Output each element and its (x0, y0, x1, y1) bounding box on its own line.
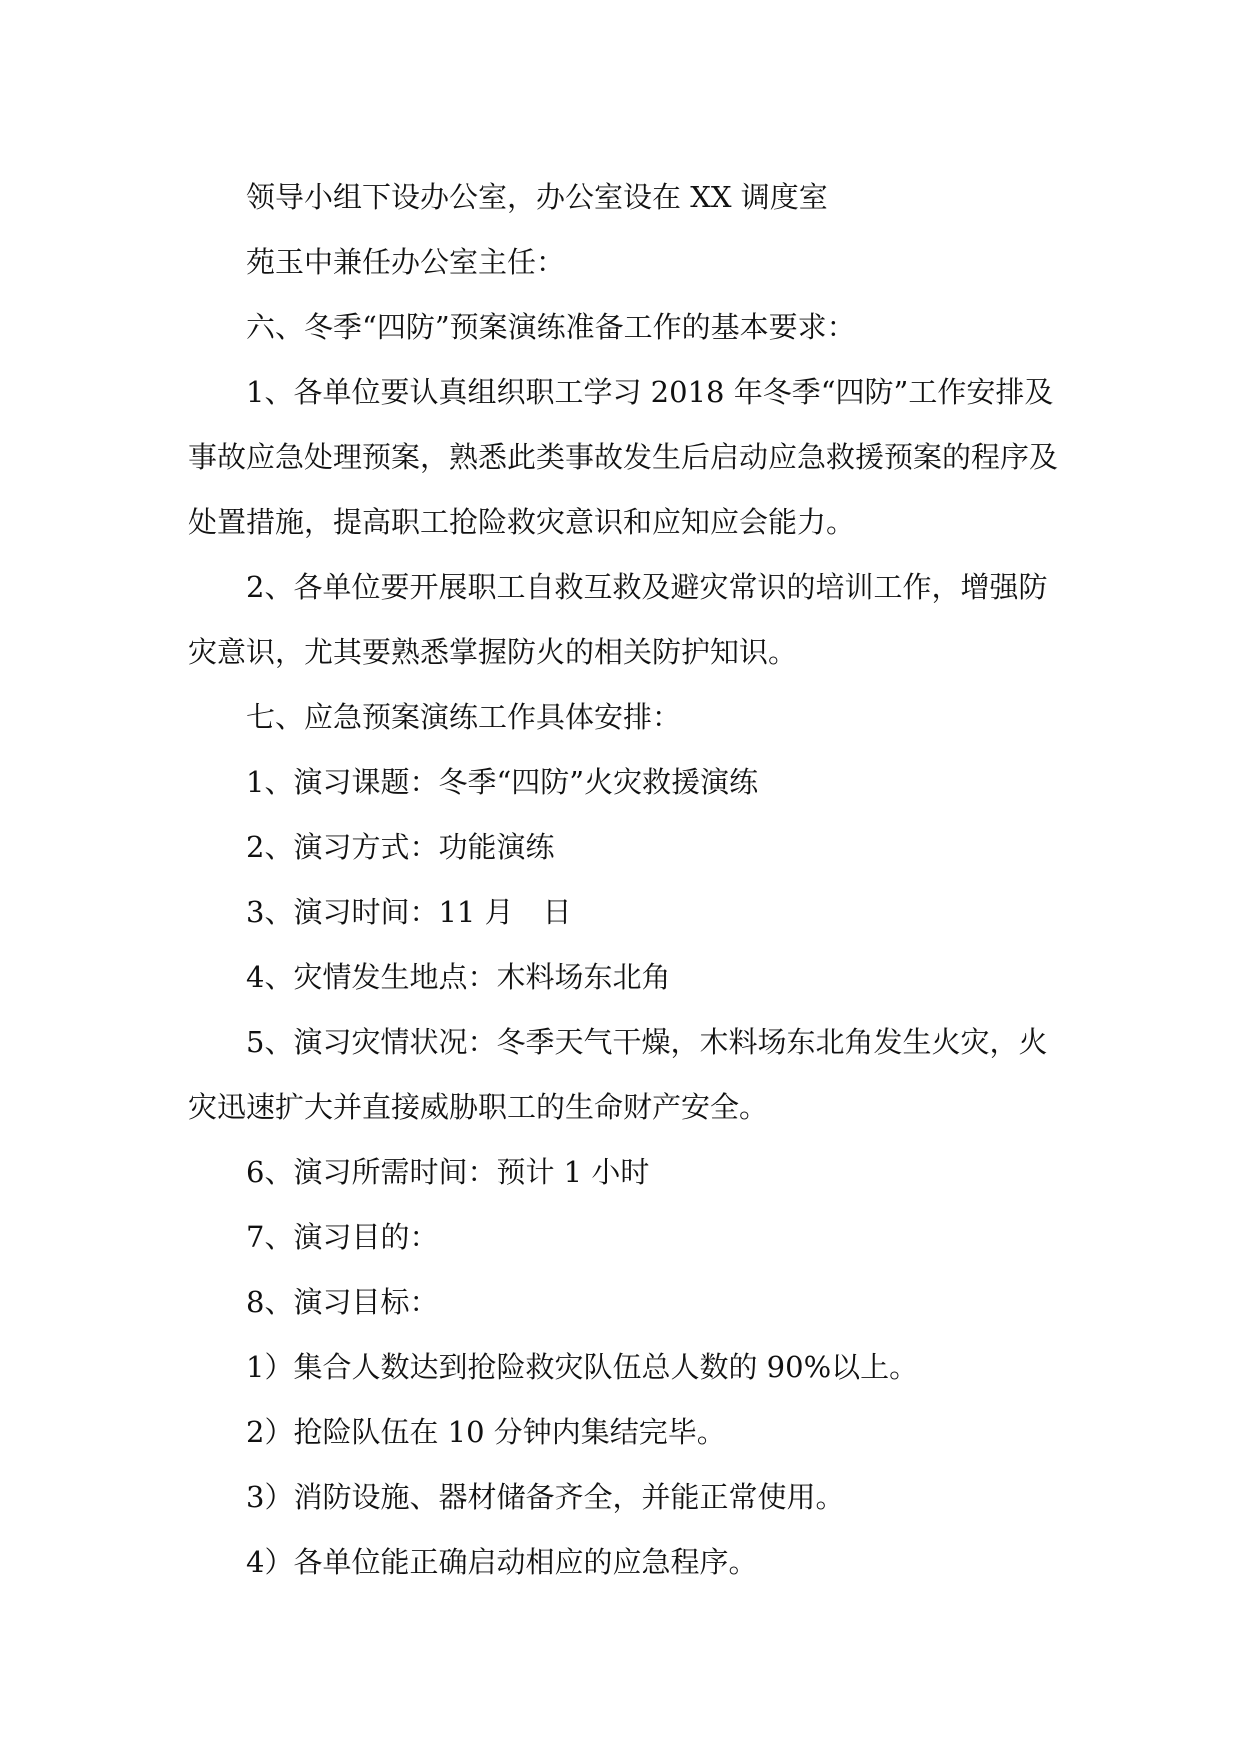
paragraph-drill-topic: 1、演习课题：冬季“四防”火灾救援演练 (246, 765, 759, 799)
paragraph-office-setup: 领导小组下设办公室，办公室设在 XX 调度室 (246, 180, 828, 214)
paragraph-drill-goals: 8、演习目标： (246, 1285, 439, 1319)
paragraph-goal-2: 2）抢险队伍在 10 分钟内集结完毕。 (246, 1415, 726, 1449)
paragraph-goal-1: 1）集合人数达到抢险救灾队伍总人数的 90%以上。 (246, 1350, 919, 1384)
heading-section-six: 六、冬季“四防”预案演练准备工作的基本要求： (246, 310, 856, 344)
heading-section-seven: 七、应急预案演练工作具体安排： (246, 700, 682, 734)
paragraph-requirement-2: 2、各单位要开展职工自救互救及避灾常识的培训工作，增强防灾意识，尤其要熟悉掌握防火的相关防护知识。 (188, 570, 1048, 669)
paragraph-goal-3: 3）消防设施、器材储备齐全，并能正常使用。 (246, 1480, 845, 1514)
paragraph-office-director: 苑玉中兼任办公室主任： (246, 245, 566, 279)
paragraph-drill-scenario: 5、演习灾情状况：冬季天气干燥，木料场东北角发生火灾，火灾迅速扩大并直接威胁职工的生命财产安全。 (188, 1025, 1048, 1124)
paragraph-goal-4: 4）各单位能正确启动相应的应急程序。 (246, 1545, 758, 1579)
paragraph-drill-location: 4、灾情发生地点：木料场东北角 (246, 960, 671, 994)
paragraph-drill-mode: 2、演习方式：功能演练 (246, 830, 555, 864)
paragraph-drill-duration: 6、演习所需时间：预计 1 小时 (246, 1155, 650, 1189)
document-page (188, 165, 1068, 1595)
paragraph-drill-purpose: 7、演习目的： (246, 1220, 439, 1254)
paragraph-drill-time: 3、演习时间：11 月 日 (246, 895, 572, 929)
paragraph-requirement-1: 1、各单位要认真组织职工学习 2018 年冬季“四防”工作安排及事故应急处理预案，熟悉此类事故发生后启动应急救援预案的程序及处置措施，提高职工抢险救灾意识和应知应会能力。 (188, 375, 1059, 539)
